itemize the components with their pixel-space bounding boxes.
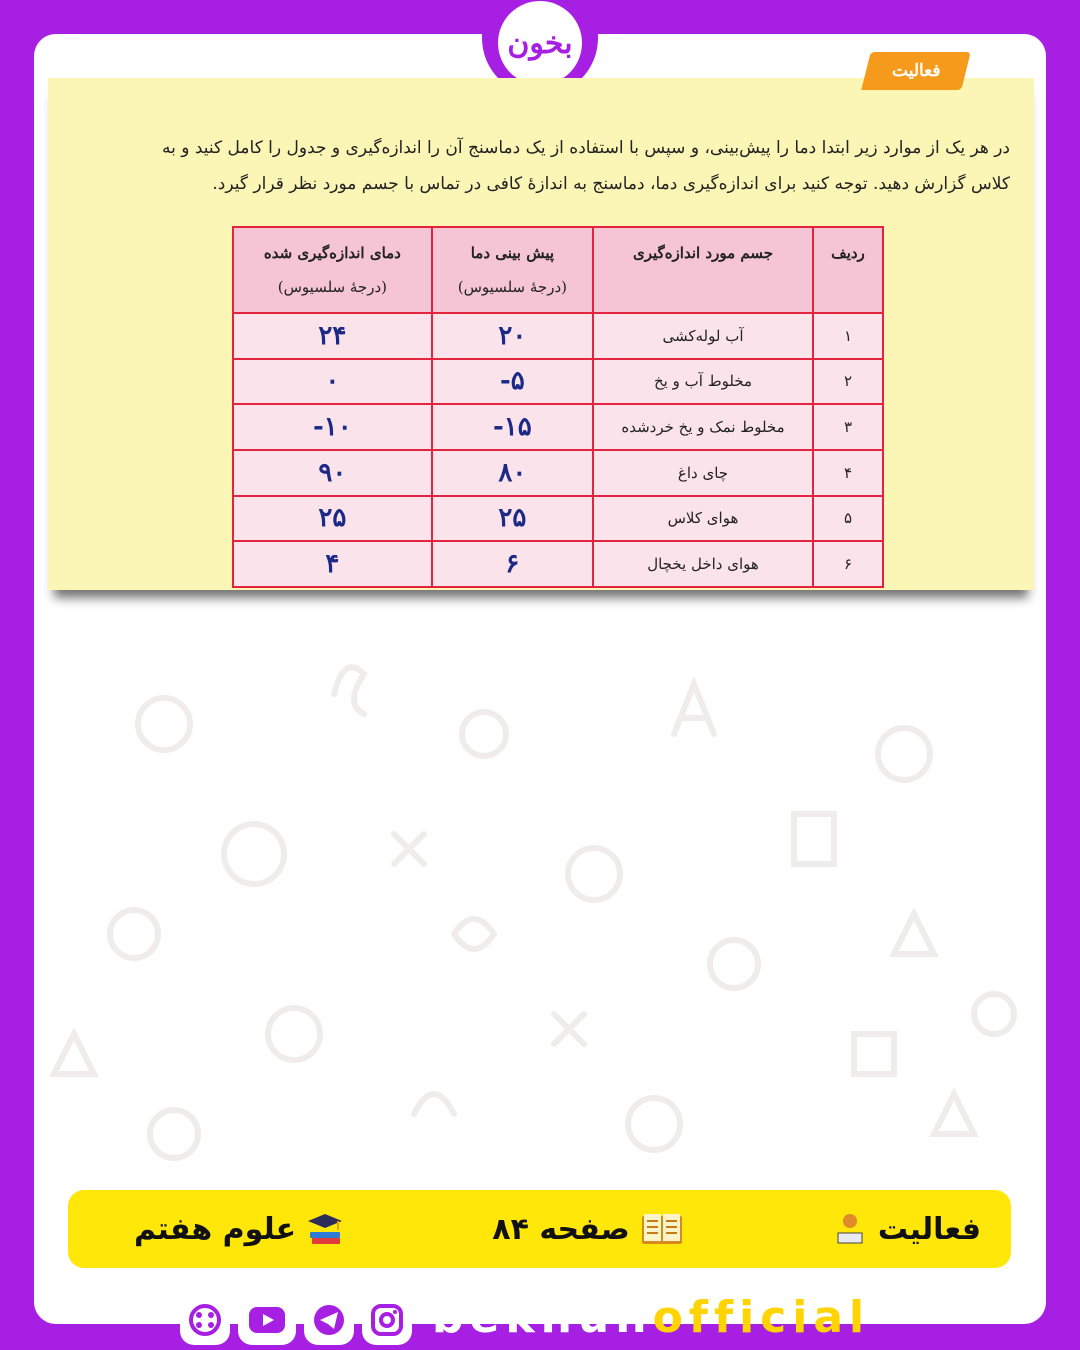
object-cell: آب لوله‌کشی (593, 313, 813, 359)
header-object: جسم مورد اندازه‌گیری (593, 227, 813, 313)
instructions-line-2: کلاس گزارش دهید. توجه کنید برای اندازه‌گیری دما، دماسنج به اندازهٔ کافی در تماس با جسم مورد نظر قرار گیرد. (212, 174, 1010, 194)
table-row (233, 359, 883, 405)
row-number: ۲ (813, 359, 883, 405)
predicted-cell: -۱۵ (432, 404, 593, 450)
measured-cell: ۴ (233, 541, 432, 587)
measured-cell: ۹۰ (233, 450, 432, 496)
object-cell: چای داغ (593, 450, 813, 496)
instructions-line-1: در هر یک از موارد زیر ابتدا دما را پیش‌بینی، و سپس با استفاده از یک دماسنج آن را اندازه‌گیری و جدول را کامل کنید و به (161, 138, 1010, 158)
logo-text: بخون (498, 1, 582, 85)
measured-cell: ۲۴ (233, 313, 432, 359)
predicted-cell: ۶ (432, 541, 593, 587)
predicted-cell: ۲۰ (432, 313, 593, 359)
row-number: ۵ (813, 496, 883, 542)
footer-activity: فعالیت (832, 1211, 981, 1247)
footer-bar (68, 1190, 1011, 1268)
predicted-cell: ۲۵ (432, 496, 593, 542)
activity-tag: فعالیت (861, 52, 970, 90)
measured-cell: ۰ (233, 359, 432, 405)
row-number: ۳ (813, 404, 883, 450)
aparat-icon[interactable] (180, 1295, 230, 1345)
social-icons (180, 1290, 412, 1350)
object-cell: مخلوط نمک و یخ خردشده (593, 404, 813, 450)
table-row (233, 541, 883, 587)
instructions-text (60, 130, 1010, 202)
measured-cell: ۲۵ (233, 496, 432, 542)
table-row (233, 313, 883, 359)
instagram-icon[interactable] (362, 1295, 412, 1345)
object-cell: هوای داخل یخچال (593, 541, 813, 587)
telegram-icon[interactable] (304, 1295, 354, 1345)
table-row (233, 404, 883, 450)
row-number: ۴ (813, 450, 883, 496)
header-predicted: پیش بینی دما (درجهٔ سلسیوس) (432, 227, 593, 313)
row-number: ۶ (813, 541, 883, 587)
object-cell: مخلوط آب و یخ (593, 359, 813, 405)
table-header-row (233, 227, 883, 313)
object-cell: هوای کلاس (593, 496, 813, 542)
footer-subject: علوم هفتم (134, 1212, 344, 1247)
temperature-table (232, 226, 884, 588)
youtube-icon[interactable] (238, 1295, 296, 1345)
predicted-cell: -۵ (432, 359, 593, 405)
graduation-books-icon (306, 1212, 344, 1246)
predicted-cell: ۸۰ (432, 450, 593, 496)
header-row-number: ردیف (813, 227, 883, 313)
header-measured: دمای اندازه‌گیری شده (درجهٔ سلسیوس) (233, 227, 432, 313)
table-row (233, 496, 883, 542)
brand-handle[interactable]: bekhunofficial (432, 1292, 871, 1343)
measured-cell: -۱۰ (233, 404, 432, 450)
row-number: ۱ (813, 313, 883, 359)
footer-page: صفحه ۸۴ (492, 1212, 683, 1247)
teacher-icon (832, 1211, 868, 1247)
table-row (233, 450, 883, 496)
open-book-icon (640, 1212, 684, 1246)
